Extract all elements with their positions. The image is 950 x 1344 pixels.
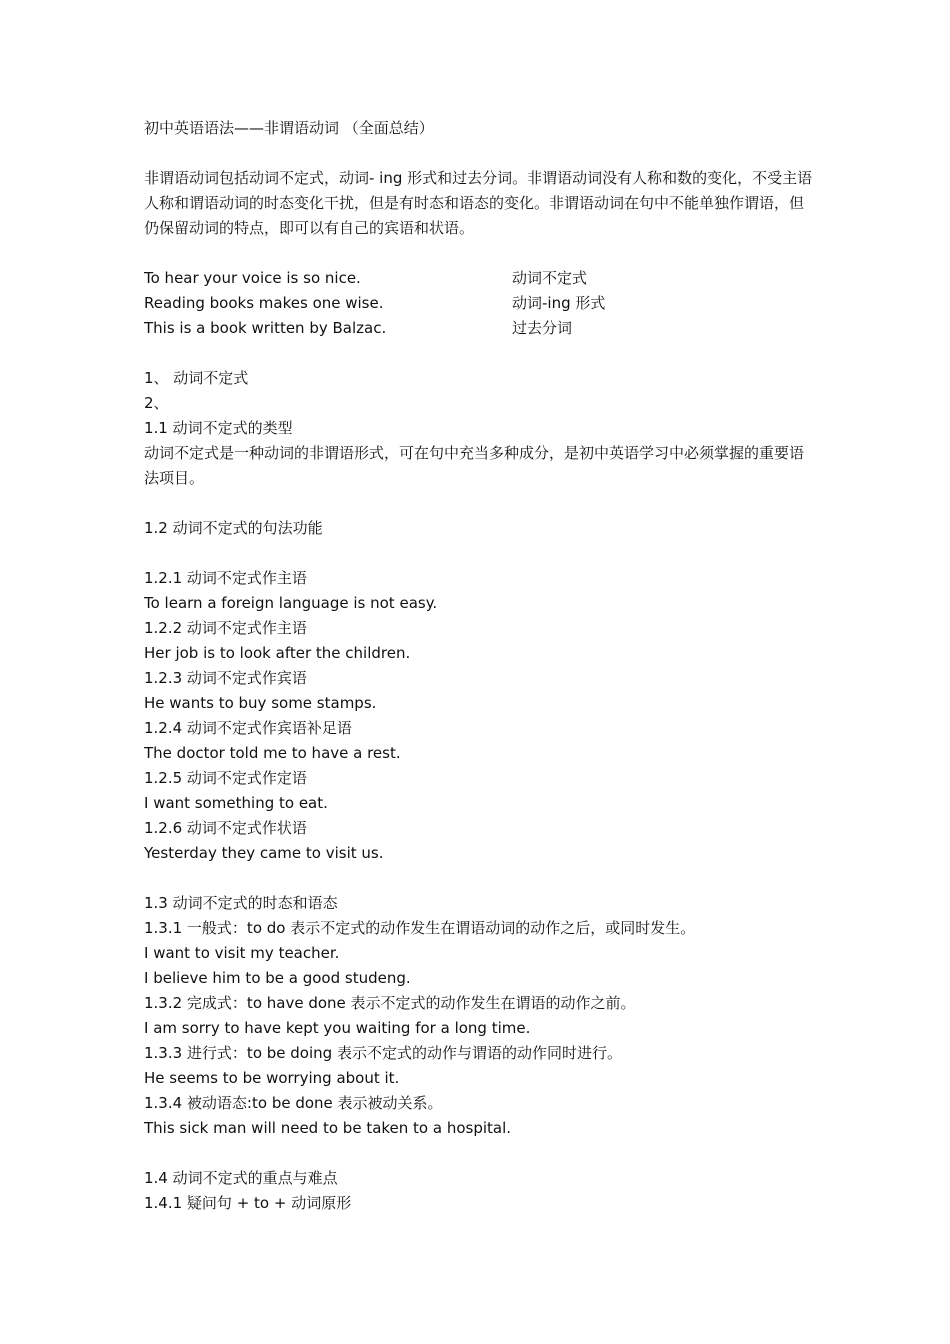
example-row (144, 266, 814, 291)
subsection-heading: 1.2.6 动词不定式作状语 (144, 819, 307, 837)
example-sentence: Reading books makes one wise. (144, 294, 384, 312)
example-sentence: I believe him to be a good studeng. (144, 969, 411, 987)
section-heading: 1.1 动词不定式的类型 (144, 419, 293, 437)
subsection-heading: 1.2.5 动词不定式作定语 (144, 769, 307, 787)
subsection-heading: 1.2.1 动词不定式作主语 (144, 569, 307, 587)
example-sentence: I want to visit my teacher. (144, 944, 340, 962)
spacer (144, 541, 814, 566)
spacer (144, 141, 814, 166)
list-item: 2、 (144, 394, 169, 412)
example-sentence: This is a book written by Balzac. (144, 319, 387, 337)
example-type: 动词-ing 形式 (512, 294, 606, 312)
subsection-heading: 1.3.4 被动语态:to be done 表示被动关系。 (144, 1094, 443, 1112)
section-heading: 1.2 动词不定式的句法功能 (144, 519, 323, 537)
subsection-heading: 1.3.1 一般式：to do 表示不定式的动作发生在谓语动词的动作之后，或同时发生。 (144, 919, 696, 937)
example-sentence: He seems to be worrying about it. (144, 1069, 400, 1087)
spacer (144, 241, 814, 266)
subsection-heading: 1.3.3 进行式：to be doing 表示不定式的动作与谓语的动作同时进行。 (144, 1044, 622, 1062)
example-type: 动词不定式 (512, 269, 588, 287)
intro-paragraph: 非谓语动词包括动词不定式，动词- ing 形式和过去分词。非谓语动词没有人称和数的变化，不受主语人称和谓语动词的时态变化干扰，但是有时态和语态的变化。非谓语动词在句中不能单独作谓语，但仍保留动词的特点，即可以有自己的宾语和状语。 (144, 169, 813, 237)
subsection-heading: 1.2.4 动词不定式作宾语补足语 (144, 719, 352, 737)
example-sentence: I am sorry to have kept you waiting for a long time. (144, 1019, 531, 1037)
subsection-heading: 1.4.1 疑问句 + to + 动词原形 (144, 1194, 352, 1212)
example-sentence: He wants to buy some stamps. (144, 694, 377, 712)
example-sentence: This sick man will need to be taken to a hospital. (144, 1119, 512, 1137)
subsection-heading: 1.2.3 动词不定式作宾语 (144, 669, 307, 687)
spacer (144, 1141, 814, 1166)
example-sentence: Her job is to look after the children. (144, 644, 411, 662)
document-body (144, 116, 814, 1216)
example-row (144, 291, 814, 316)
example-row (144, 316, 814, 341)
section-heading: 1.3 动词不定式的时态和语态 (144, 894, 338, 912)
example-sentence: The doctor told me to have a rest. (144, 744, 401, 762)
example-sentence: Yesterday they came to visit us. (144, 844, 384, 862)
spacer (144, 341, 814, 366)
section-paragraph: 动词不定式是一种动词的非谓语形式，可在句中充当多种成分，是初中英语学习中必须掌握的重要语法项目。 (144, 444, 805, 487)
example-type: 过去分词 (512, 319, 573, 337)
example-sentence: To hear your voice is so nice. (144, 269, 361, 287)
spacer (144, 491, 814, 516)
subsection-heading: 1.3.2 完成式：to have done 表示不定式的动作发生在谓语的动作之前。 (144, 994, 636, 1012)
subsection-heading: 1.2.2 动词不定式作主语 (144, 619, 307, 637)
example-sentence: To learn a foreign language is not easy. (144, 594, 438, 612)
example-sentence: I want something to eat. (144, 794, 328, 812)
section-heading: 1.4 动词不定式的重点与难点 (144, 1169, 338, 1187)
document-title: 初中英语语法——非谓语动词 （全面总结） (144, 119, 434, 137)
list-item: 1、 动词不定式 (144, 369, 249, 387)
spacer (144, 866, 814, 891)
